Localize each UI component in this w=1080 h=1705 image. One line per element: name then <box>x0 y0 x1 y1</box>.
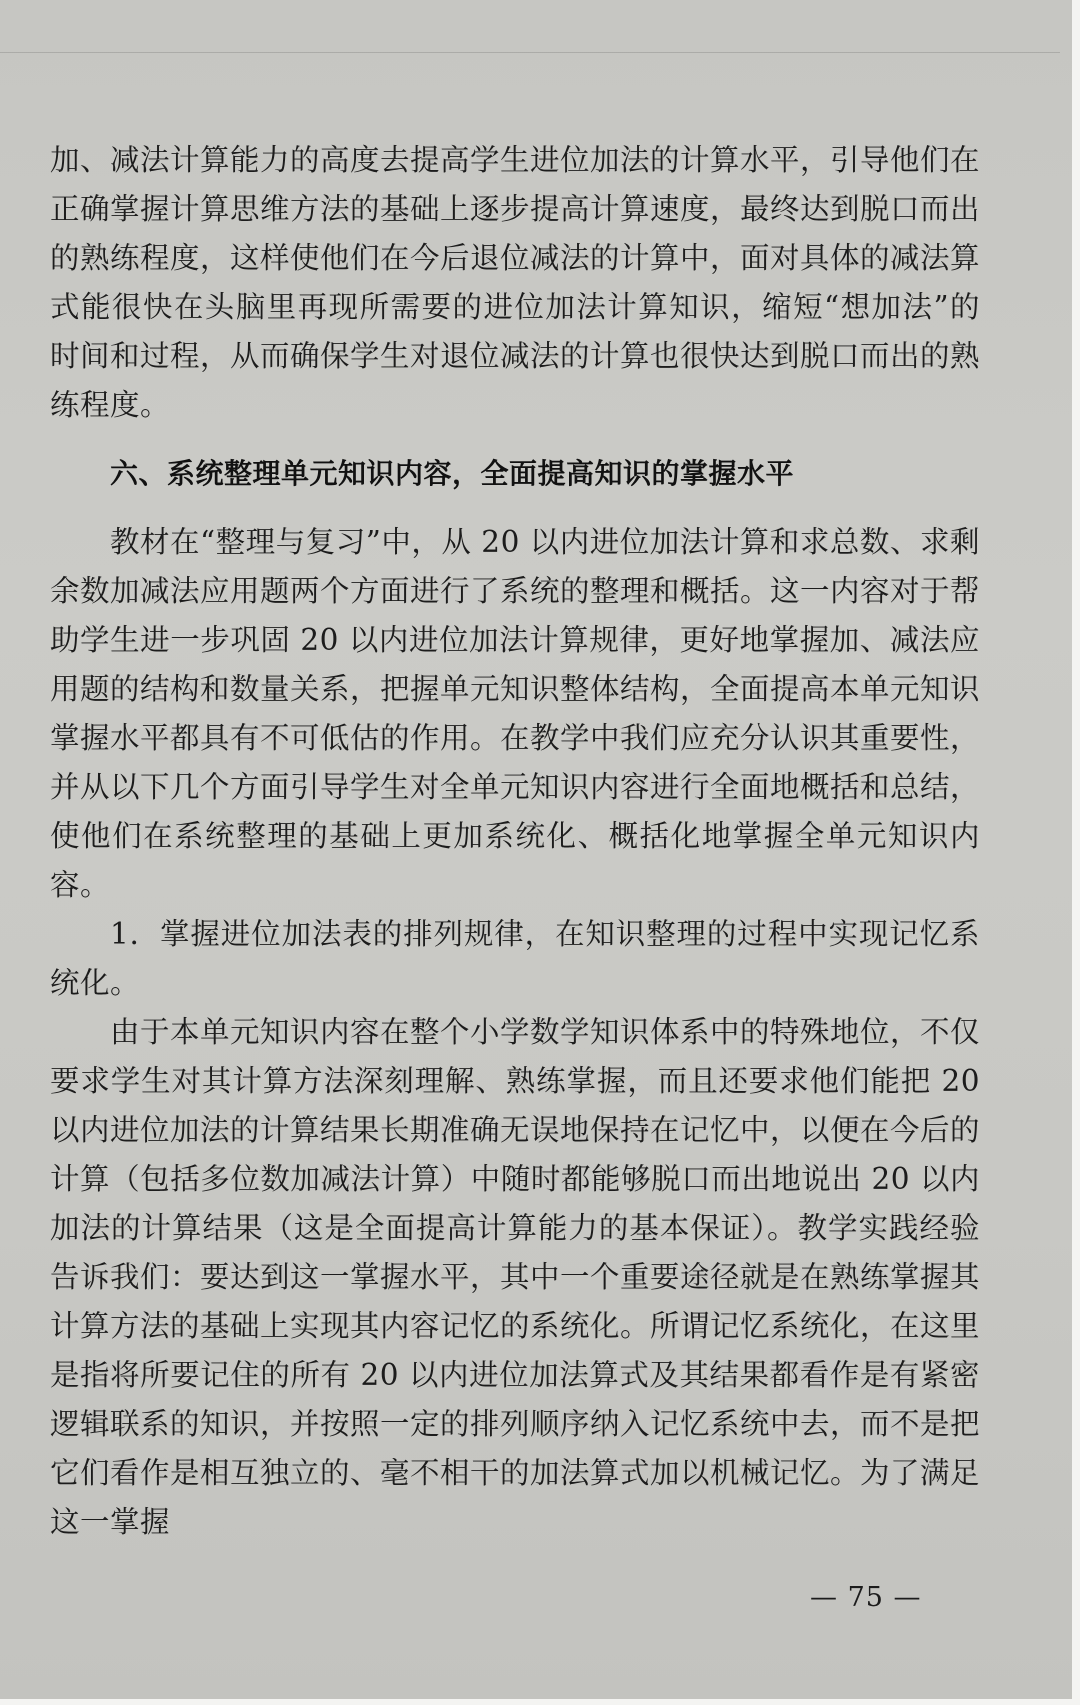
page-edge-bottom <box>0 1699 1080 1705</box>
page-body <box>50 136 980 1547</box>
paragraph-memory-systematization: 由于本单元知识内容在整个小学数学知识体系中的特殊地位，不仅要求学生对其计算方法深刻理解、熟练掌握，而且还要求他们能把 20 以内进位加法的计算结果长期准确无误地保持在记忆中，以便在今后的计算（包括多位数加减法计算）中随时都能够脱口而出地说出 20 以内加法的计算结果（这是全面提高计算能力的基本保证）。教学实践经验告诉我们：要达到这一掌握水平，其中一个重要途径就是在熟练掌握其计算方法的基础上实现其内容记忆的系统化。所谓记忆系统化，在这里是指将所要记住的所有 20 以内进位加法算式及其结果都看作是有紧密逻辑联系的知识，并按照一定的排列顺序纳入记忆系统中去，而不是把它们看作是相互独立的、毫不相干的加法算式加以机械记忆。为了满足这一掌握 <box>50 1015 981 1539</box>
page-number: — 75 — <box>810 1582 922 1613</box>
paragraph-textbook-review: 教材在“整理与复习”中，从 20 以内进位加法计算和求总数、求剩余数加减法应用题两个方面进行了系统的整理和概括。这一内容对于帮助学生进一步巩固 20 以内进位加法计算规律，更好地掌握加、减法应用题的结构和数量关系，把握单元知识整体结构，全面提高本单元知识掌握水平都具有不可低估的作用。在教学中我们应充分认识其重要性，并从以下几个方面引导学生对全单元知识内容进行全面地概括和总结，使他们在系统整理的基础上更加系统化、概括化地掌握全单元知识内容。 <box>50 525 981 902</box>
paragraph-continued: 加、减法计算能力的高度去提高学生进位加法的计算水平，引导他们在正确掌握计算思维方法的基础上逐步提高计算速度，最终达到脱口而出的熟练程度，这样使他们在今后退位减法的计算中，面对具体的减法算式能很快在头脑里再现所需要的进位加法计算知识，缩短“想加法”的时间和过程，从而确保学生对退位减法的计算也很快达到脱口而出的熟练程度。 <box>50 143 981 422</box>
top-rule <box>0 52 1060 53</box>
section-heading: 六、系统整理单元知识内容，全面提高知识的掌握水平 <box>110 457 795 490</box>
paragraph-subpoint-1: 1．掌握进位加法表的排列规律，在知识整理的过程中实现记忆系统化。 <box>50 917 980 1000</box>
page-edge-right <box>1072 0 1080 1705</box>
